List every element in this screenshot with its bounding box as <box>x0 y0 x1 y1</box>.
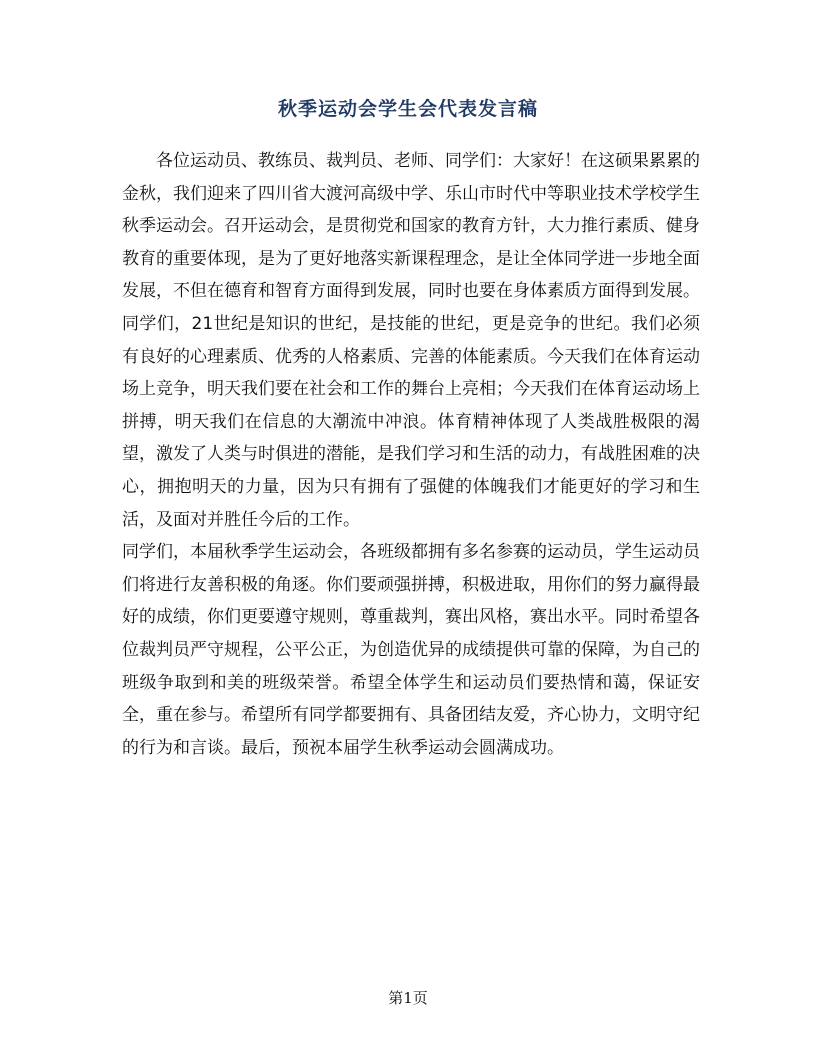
paragraph-century: 同学们，21世纪是知识的世纪，是技能的世纪，更是竞争的世纪。我们必须有良好的心理素质、优秀的人格素质、完善的体能素质。今天我们在体育运动场上竞争，明天我们要在社会和工作的舞台上亮相；今天我们在体育运动场上拼搏，明天我们在信息的大潮流中冲浪。体育精神体现了人类战胜极限的渴望，激发了人类与时俱进的潜能，是我们学习和生活的动力，有战胜困难的决心，拥抱明天的力量，因为只有拥有了强健的体魄我们才能更好的学习和生活，及面对并胜任今后的工作。 <box>122 313 700 530</box>
document-body <box>122 145 700 764</box>
document-title: 秋季运动会学生会代表发言稿 <box>277 98 538 120</box>
paragraph-greeting: 各位运动员、教练员、裁判员、老师、同学们：大家好！在这硕果累累的金秋，我们迎来了四川省大渡河高级中学、乐山市时代中等职业技术学校学生秋季运动会。召开运动会，是贯彻党和国家的教育方针，大力推行素质、健身教育的重要体现，是为了更好地落实新课程理念，是让全体同学进一步地全面发展，不但在德育和智育方面得到发展，同时也要在身体素质方面得到发展。 <box>122 151 700 302</box>
page-number: 第1页 <box>388 989 428 1007</box>
paragraph-sports-meet: 同学们，本届秋季学生运动会，各班级都拥有多名参赛的运动员，学生运动员们将进行友善积极的角逐。你们要顽强拼搏，积极进取，用你们的努力赢得最好的成绩，你们更要遵守规则，尊重裁判，赛出风格，赛出水平。同时希望各位裁判员严守规程，公平公正，为创造优异的成绩提供可靠的保障，为自己的班级争取到和美的班级荣誉。希望全体学生和运动员们要热情和蔼，保证安全，重在参与。希望所有同学都要拥有、具备团结友爱，齐心协力，文明守纪的行为和言谈。最后，预祝本届学生秋季运动会圆满成功。 <box>122 542 700 758</box>
